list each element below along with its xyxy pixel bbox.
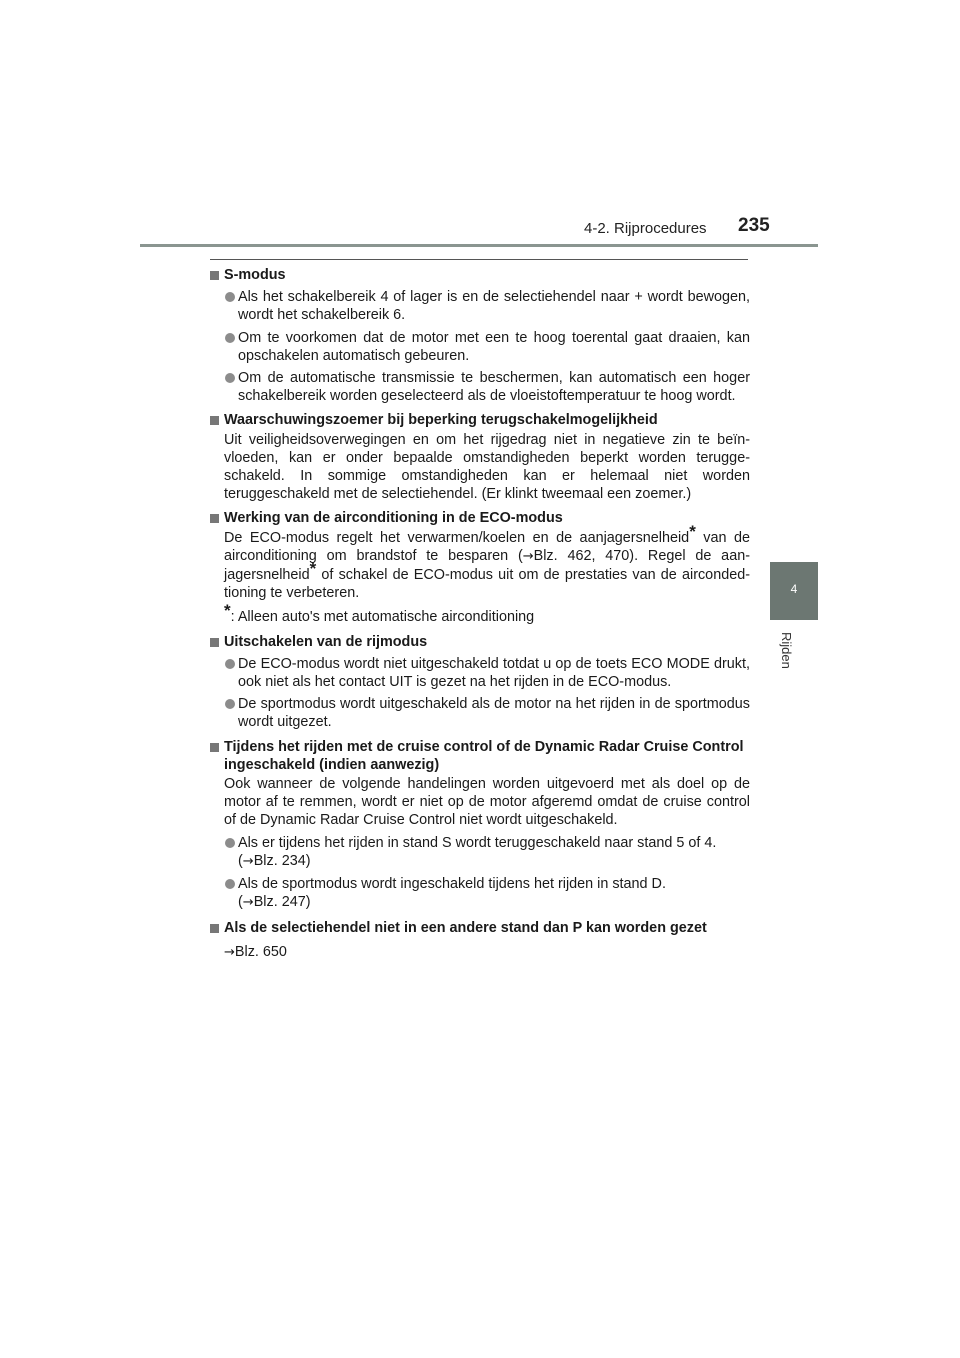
section-heading: Als de selectiehendel niet in een andere stand dan P kan worden gezet: [210, 919, 750, 937]
list-item: Om de automatische transmissie te beschermen, kan automatisch een hoger schakelbereik worden geselecteerd als de vloeistoftemperatuur te hoog wordt.: [210, 369, 750, 405]
square-bullet-icon: [210, 743, 219, 752]
page-number: 235: [738, 215, 770, 236]
arrow-right-icon: →: [224, 944, 235, 960]
chapter-number: 4: [790, 582, 798, 596]
section-heading: Werking van de airconditioning in de ECO-modus: [210, 509, 750, 527]
list-item: Om te voorkomen dat de motor met een te hoog toerental gaat draaien, kan opschakelen automatisch gebeuren.: [210, 329, 750, 365]
page-reference[interactable]: Blz. 247): [253, 894, 311, 911]
footnote-marker: *: [689, 521, 696, 541]
round-bullet-icon: [225, 659, 235, 669]
chapter-tab: [770, 562, 818, 620]
arrow-right-icon: →: [242, 853, 254, 869]
arrow-right-icon: →: [522, 548, 534, 564]
square-bullet-icon: [210, 271, 219, 280]
chapter-label-container: [772, 632, 816, 692]
round-bullet-icon: [225, 373, 235, 383]
square-bullet-icon: [210, 924, 219, 933]
page-content: [210, 266, 750, 962]
arrow-right-icon: →: [242, 895, 254, 911]
chapter-label: Rijden: [779, 632, 794, 669]
round-bullet-icon: [225, 292, 235, 302]
footnote-marker: *: [224, 601, 231, 621]
footnote-marker: *: [309, 559, 317, 579]
round-bullet-icon: [225, 699, 235, 709]
round-bullet-icon: [225, 838, 235, 848]
page-reference[interactable]: Blz. 650: [234, 943, 287, 960]
paragraph: De ECO-modus regelt het verwarmen/koelen en de aanjagersnelheid* van de airconditioning om brandstof te besparen (→Blz. 462, 470). Regel de aanjagersnelheid* of schakel de ECO-modus uit om de prestaties van de aircondedtioning te verbeteren.: [224, 521, 750, 602]
section-heading: Uitschakelen van de rijmodus: [210, 633, 750, 651]
section-title: 4-2. Rijprocedures: [584, 220, 707, 237]
list-item: Als er tijdens het rijden in stand S wordt teruggeschakeld naar stand 5 of 4. (→Blz. 234): [210, 834, 750, 871]
section-heading: S-modus: [210, 266, 750, 284]
list-item: Als het schakelbereik 4 of lager is en de selectiehendel naar + wordt bewogen, wordt het schakelbereik 6.: [210, 288, 750, 324]
paragraph: Uit veiligheidsoverwegingen en om het rijgedrag niet in negatieve zin te beïnvloeden, kan er onder bepaalde omstandigheden beperkt worden teruggeschakeld. In sommige omstandigheden kan er helemaal niet worden teruggeschakeld met de selectiehendel. (Er klinkt tweemaal een zoemer.): [224, 431, 750, 503]
square-bullet-icon: [210, 416, 219, 425]
page-reference[interactable]: Blz. 462, 470). Regel de aanjagersnelheid: [224, 547, 750, 584]
header-divider: [140, 244, 818, 247]
round-bullet-icon: [225, 333, 235, 343]
list-item: De ECO-modus wordt niet uitgeschakeld totdat u op de toets ECO MODE drukt, ook niet als het contact UIT is gezet na het rijden in de ECO-modus.: [210, 655, 750, 691]
round-bullet-icon: [225, 879, 235, 889]
page-reference[interactable]: Blz. 234): [253, 852, 311, 869]
paragraph: [210, 943, 750, 962]
section-heading: Waarschuwingszoemer bij beperking terugschakelmogelijkheid: [210, 411, 750, 429]
content-divider: [210, 259, 748, 260]
footnote: *: Alleen auto's met automatische airconditioning: [224, 601, 535, 626]
section-heading: Tijdens het rijden met de cruise control of de Dynamic Radar Cruise Control ingeschakeld (indien aanwezig): [210, 738, 750, 774]
square-bullet-icon: [210, 638, 219, 647]
square-bullet-icon: [210, 514, 219, 523]
paragraph: Ook wanneer de volgende handelingen worden uitgevoerd met als doel op de motor af te remmen, wordt er niet op de motor afgeremd omdat de cruise control of de Dynamic Radar Cruise Control niet wordt uitgeschakeld.: [224, 776, 750, 829]
list-item: Als de sportmodus wordt ingeschakeld tijdens het rijden in stand D. (→Blz. 247): [210, 875, 750, 912]
list-item: De sportmodus wordt uitgeschakeld als de motor na het rijden in de sportmodus wordt uitgezet.: [210, 695, 750, 731]
